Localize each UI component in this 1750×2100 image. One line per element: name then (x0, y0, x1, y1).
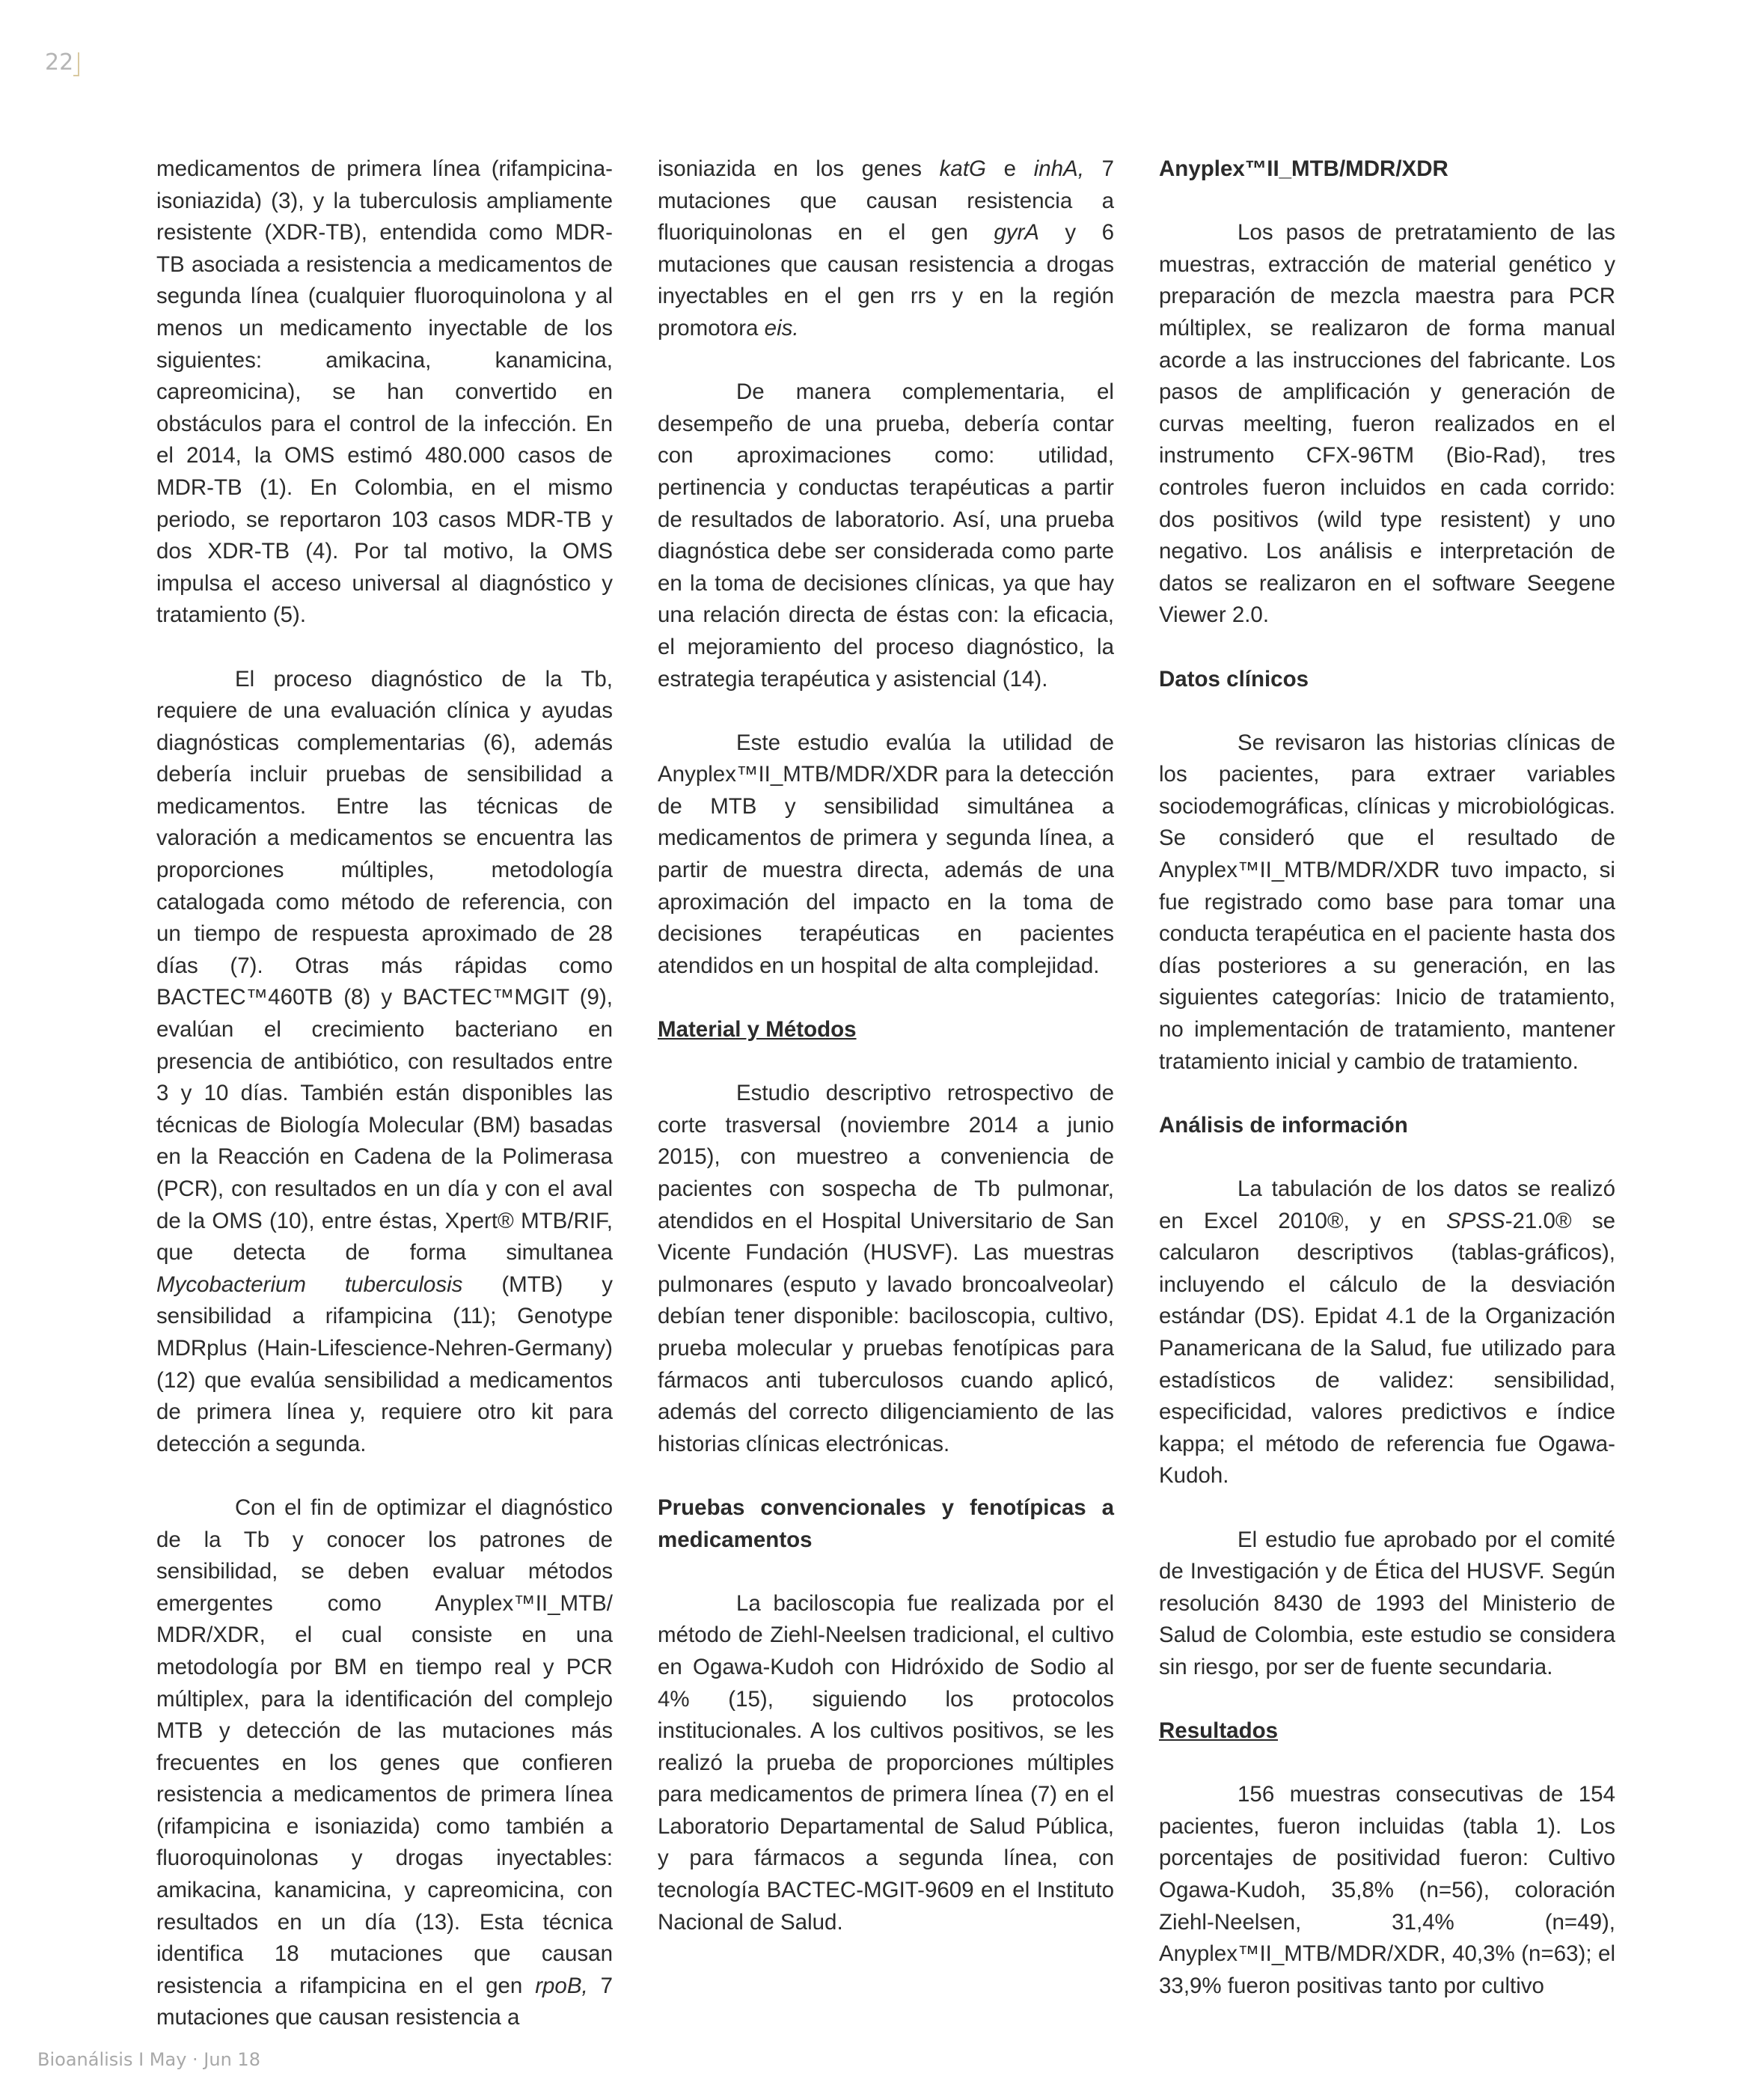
section-heading-material-metodos: Material y Métodos (658, 1017, 857, 1043)
section-heading-pruebas: Pruebas convencionales y fenotípicas a medicamentos (658, 1495, 1114, 1552)
paragraph: 156 muestras consecutivas de 154 pacientes, fueron incluidas (tabla 1). Los porcentajes de positividad fueron: Cultivo Ogawa-Kudoh, 35,8% (n=56), coloración Ziehl-Neelsen, 31,4% (n=49), Anyplex™II_MTB/MDR/XDR, 40,3% (n=63); el 33,9% fueron positivas tanto por cultivo (1159, 1782, 1615, 1998)
paragraph: De manera complementaria, el desempeño de una prueba, debería contar con aproximaciones como: utilidad, pertinencia y conductas terapéuticas a partir de resultados de laboratorio. Así, una prueba diagnóstica debe ser considerada como parte en la toma de decisiones clínicas, ya que hay una relación directa de éstas con: la eficacia, el mejoramiento del proceso diagnóstico, la estrategia terapéutica y asistencial (14). (658, 379, 1114, 692)
footer: Bioanálisis I May · Jun 18 (37, 2049, 260, 2070)
paragraph: La baciloscopia fue realizada por el método de Ziehl-Neelsen tradicional, el cultivo en Ogawa-Kudoh con Hidróxido de Sodio al 4% (15), siguiendo los protocolos institucionales. A los cultivos positivos, se les realizó la prueba de proporciones múltiples para medicamentos de primera línea (7) en el Laboratorio Departamental de Salud Pública, y para fármacos a segunda línea, con tecnología BACTEC-MGIT-9609 en el Instituto Nacional de Salud. (658, 1590, 1114, 1935)
paragraph: Este estudio evalúa la utilidad de Anyplex™II_MTB/MDR/XDR para la detección de MTB y sensibilidad simultánea a medicamentos de primera y segunda línea, a partir de muestra directa, además de una aproximación del impacto en la toma de decisiones terapéuticas en pacientes atendidos en un hospital de alta complejidad. (658, 730, 1114, 978)
column-left (156, 153, 613, 2066)
paragraph: Estudio descriptivo retrospectivo de corte trasversal (noviembre 2014 a junio 2015), con muestreo a conveniencia de pacientes con sospecha de Tb pulmonar, atendidos en el Hospital Universitario de San Vicente Fundación (HUSVF). Las muestras pulmonares (esputo y lavado broncoalveolar) debían tener disponible: baciloscopia, cultivo, prueba molecular y pruebas fenotípicas para fármacos anti tuberculosos cuando aplicó, además del correcto diligenciamiento de las historias clínicas electrónicas. (658, 1081, 1114, 1456)
section-heading-anyplex: Anyplex™II_MTB/MDR/XDR (1159, 156, 1448, 181)
paragraph: El estudio fue aprobado por el comité de Investigación y de Ética del HUSVF. Según resolución 8430 de 1993 del Ministerio de Salud de Colombia, este estudio se considera sin riesgo, por ser de fuente secundaria. (1159, 1527, 1615, 1679)
column-middle (658, 153, 1114, 1971)
paragraph: Con el fin de optimizar el diagnóstico de la Tb y conocer los patrones de sensibilidad, se deben evaluar métodos emergentes como Anyplex™II_MTB/ MDR/XDR, el cual consiste en una metodología por BM en tiempo real y PCR múltiplex, para la identificación del complejo MTB y detección de las mutaciones más frecuentes en los genes que confieren resistencia a medicamentos de primera línea (rifampicina e isoniazida) como también a fluoroquinolonas y drogas inyectables: amikacina, kanamicina, y capreomicina, con resultados en un día (13). Esta técnica identifica 18 mutaciones que causan resistencia a rifampicina en el gen rpoB, 7 mutaciones que causan resistencia a (156, 1495, 613, 2030)
paragraph: La tabulación de los datos se realizó en Excel 2010®, y en SPSS-21.0® se calcularon descriptivos (tablas-gráficos), incluyendo el cálculo de la desviación estándar (DS). Epidat 4.1 de la Organización Panamericana de la Salud, fue utilizado para estadísticos de validez: sensibilidad, especificidad, valores predictivos e índice kappa; el método de referencia fue Ogawa-Kudoh. (1159, 1176, 1615, 1489)
paragraph: Los pasos de pretratamiento de las muestras, extracción de material genético y preparación de mezcla maestra para PCR múltiplex, se realizaron de forma manual acorde a las instrucciones del fabricante. Los pasos de amplificación y generación de curvas meelting, fueron realizados en el instrumento CFX-96TM (Bio-Rad), tres controles fueron incluidos en cada corrido: dos positivos (wild type resistent) y uno negativo. Los análisis e interpretación de datos se realizaron en el software Seegene Viewer 2.0. (1159, 220, 1615, 628)
paragraph: isoniazida en los genes katG e inhA, 7 mutaciones que causan resistencia a fluoriquinolonas en el gen gyrA y 6 mutaciones que causan resistencia a drogas inyectables en el gen rrs y en la región promotora eis. (658, 156, 1114, 341)
paragraph: Se revisaron las historias clínicas de los pacientes, para extraer variables sociodemográficas, clínicas y microbiológicas. Se consideró que el resultado de Anyplex™II_MTB/MDR/XDR tuvo impacto, si fue registrado como base para tomar una conducta terapéutica en el paciente hasta dos días posteriores a su generación, en las siguientes categorías: Inicio de tratamiento, no implementación de tratamiento, mantener tratamiento inicial y cambio de tratamiento. (1159, 730, 1615, 1074)
section-heading-resultados: Resultados (1159, 1718, 1279, 1744)
page-number: 22 (45, 49, 74, 76)
paragraph: medicamentos de primera línea (rifampicina-isoniazida) (3), y la tuberculosis ampliamente resistente (XDR-TB), entendida como MDR-TB asociada a resistencia a medicamentos de segunda línea (cualquier fluoroquinolona y al menos un medicamento inyectable de los siguientes: amikacina, kanamicina, capreomicina), se han convertido en obstáculos para el control de la infección. En el 2014, la OMS estimó 480.000 casos de MDR-TB (1). En Colombia, en el mismo periodo, se reportaron 103 casos MDR-TB y dos XDR-TB (4). Por tal motivo, la OMS impulsa el acceso universal al diagnóstico y tratamiento (5). (156, 156, 613, 628)
column-right (1159, 153, 1615, 2034)
paragraph: El proceso diagnóstico de la Tb, requiere de una evaluación clínica y ayudas diagnósticas complementarias (6), además debería incluir pruebas de sensibilidad a medicamentos. Entre las técnicas de valoración a medicamentos se encuentra las proporciones múltiples, metodología catalogada como método de referencia, con un tiempo de respuesta aproximado de 28 días (7). Otras más rápidas como BACTEC™460TB (8) y BACTEC™MGIT (9), evalúan el crecimiento bacteriano en presencia de antibiótico, con resultados entre 3 y 10 días. También están disponibles las técnicas de Biología Molecular (BM) basadas en la Reacción en Cadena de la Polimerasa (PCR), con resultados en un día y con el aval de la OMS (10), entre éstas, Xpert® MTB/RIF, que detecta de forma simultanea Mycobacterium tuberculosis (MTB) y sensibilidad a rifampicina (11); Genotype MDRplus (Hain-Lifescience-Nehren-Germany) (12) que evalúa sensibilidad a medicamentos de primera línea y, requiere otro kit para detección a segunda. (156, 666, 613, 1456)
section-heading-analisis: Análisis de información (1159, 1112, 1408, 1138)
section-heading-datos-clinicos: Datos clínicos (1159, 666, 1309, 692)
